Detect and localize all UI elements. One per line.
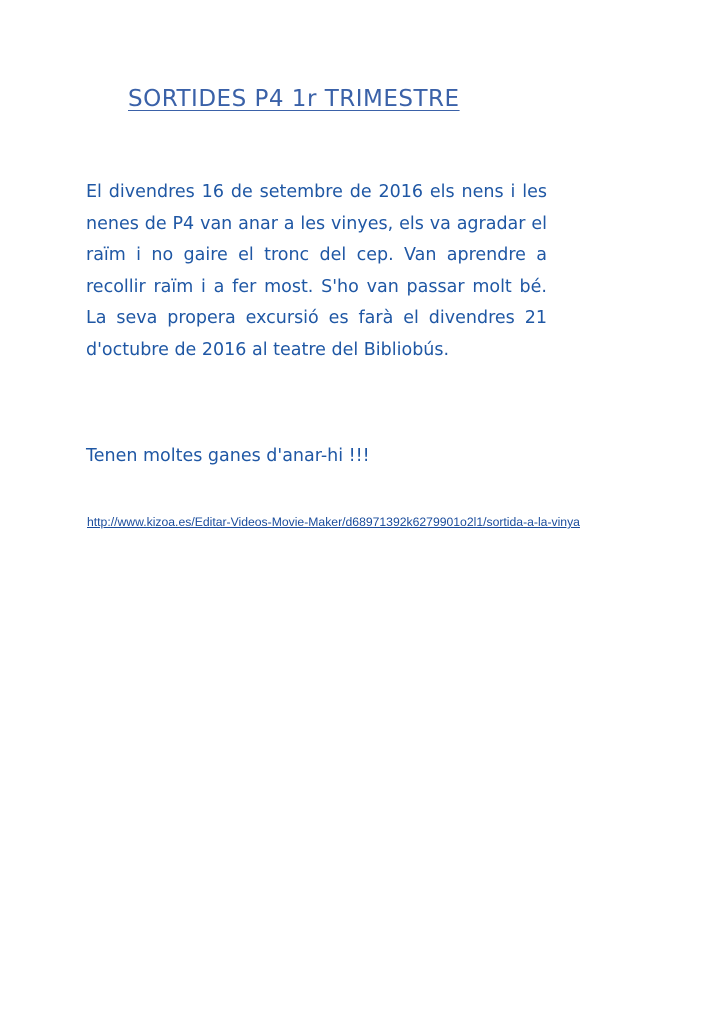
video-link[interactable]: http://www.kizoa.es/Editar-Videos-Movie-Maker/d68971392k6279901o2l1/sortida-a-la-vinya [87, 515, 580, 529]
page-title: SORTIDES P4 1r TRIMESTRE [128, 86, 460, 112]
closing-sentence: Tenen moltes ganes d'anar-hi !!! [86, 446, 370, 466]
body-paragraph: El divendres 16 de setembre de 2016 els nens i les nenes de P4 van anar a les vinyes, els va agradar el raïm i no gaire el tronc del cep. Van aprendre a recollir raïm i a fer most. S'ho van passar molt bé. La seva propera excursió es farà el divendres 21 d'octubre de 2016 al teatre del Bibliobús. [86, 182, 547, 360]
